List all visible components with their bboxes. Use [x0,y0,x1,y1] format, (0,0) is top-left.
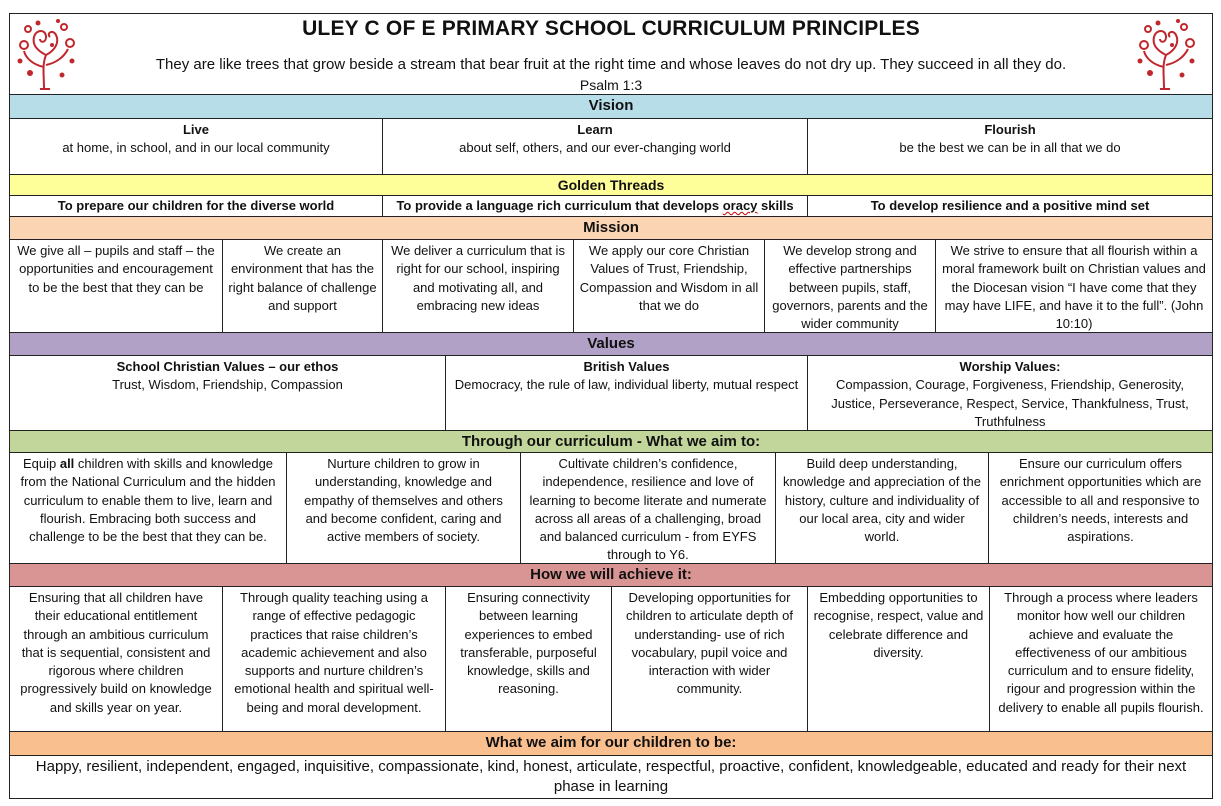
values-heading: Values [587,335,635,352]
achieve-item: Embedding opportunities to recognise, respect, value and celebrate difference and diversity. [808,587,990,731]
mission-item: We create an environment that has the right balance of challenge and support [223,240,383,332]
british-values-text: Democracy, the rule of law, individual liberty, mutual respect [454,377,799,393]
vision-row [10,119,1212,175]
vision-live-text: at home, in school, and in our local community [62,140,330,156]
values-row [10,356,1212,431]
values-band [10,333,1212,356]
achieve-item: Through a process where leaders monitor how well our children achieve and evaluate the effectiveness of our ambitious curriculum and to ensure fidelity, rigour and progression within the delivery to enable all pupils flourish. [998,590,1204,715]
curriculum-aims-row [10,453,1212,564]
vision-live-title: Live [182,122,209,137]
mission-item: We strive to ensure that all flourish within a moral framework built on Christian values and the Diocesan vision “I have come that they may have LIFE, and have it to the full”. (John 10:10) [942,243,1206,332]
mission-item: We apply our core Christian Values of Trust, Friendship, Compassion and Wisdom in all that we do [574,240,765,332]
scripture-reference: Psalm 1:3 [579,77,643,93]
curriculum-aim-1-text-a: Equip [22,456,60,471]
mission-heading: Mission [583,219,639,236]
curriculum-aim-item [10,453,287,563]
vision-learn-text: about self, others, and our ever-changing world [459,140,731,156]
achieve-item: Ensuring connectivity between learning experiences to embed transferable, purposeful knowledge, skills and reasoning. [446,587,612,731]
curriculum-aim-item: Ensure our curriculum offers enrichment opportunities which are accessible to all and responsive to children’s needs, interests and aspirations. [999,456,1202,545]
golden-thread-2-text-a: To provide a language rich curriculum that develops [396,198,723,213]
vision-heading: Vision [588,97,634,114]
achieve-row [10,587,1212,732]
aspiration-row [10,756,1212,799]
vision-learn-cell [383,119,808,174]
vision-flourish-cell [808,119,1212,174]
mission-item: We deliver a curriculum that is right for our school, inspiring and motivating all, and embracing new ideas [383,240,574,332]
vision-flourish-text: be the best we can be in all that we do [899,140,1121,156]
curriculum-aim-item: Build deep understanding, knowledge and appreciation of the history, culture and individuality of our local area, city and wider world. [776,453,989,563]
achieve-item: Ensuring that all children have their educational entitlement through an ambitious curriculum that is sequential, consistent and rigorous where children progressively build on knowledge and skills year on year. [10,587,223,731]
golden-thread-diverse-world: To prepare our children for the diverse world [10,196,383,216]
mission-item: We give all – pupils and staff – the opportunities and encouragement to be the best that they can be [10,240,223,332]
vision-learn-title: Learn [577,122,613,137]
curriculum-aims-band [10,431,1212,453]
achieve-band [10,564,1212,587]
curriculum-aim-item: Nurture children to grow in understanding, knowledge and empathy of themselves and others and become confident, caring and active members of society. [287,453,521,563]
mission-row [10,240,1212,333]
aspiration-heading: What we aim for our children to be: [485,734,737,751]
scripture-quote: They are like trees that grow beside a stream that bear fruit at the right time and whose leaves do not dry up. They succeed in all they do. [155,56,1067,73]
golden-threads-heading: Golden Threads [557,177,665,193]
curriculum-aim-item: Cultivate children’s confidence, independence, resilience and love of learning to become literate and numerate across all areas of a challenging, broad and balanced curriculum - from EYFS through to Y6. [521,453,776,563]
curriculum-aims-heading: Through our curriculum - What we aim to: [461,433,761,450]
achieve-heading: How we will achieve it: [530,566,692,583]
golden-threads-band [10,175,1212,196]
spellcheck-flagged-word: oracy [722,198,758,213]
worship-values-text: Compassion, Courage, Forgiveness, Friendship, Generosity, Justice, Perseverance, Respect, Service, Thankfulness, Trust, Truthfulness [831,377,1189,429]
curriculum-aim-1-emphasis: all [59,456,75,471]
vision-live-cell [10,119,383,174]
school-tree-logo-right [1134,15,1198,91]
document-title: ULEY C OF E PRIMARY SCHOOL CURRICULUM PRINCIPLES [302,17,920,40]
british-values-title: British Values [583,359,670,374]
aspiration-band [10,732,1212,756]
christian-values-title: School Christian Values – our ethos [116,359,339,374]
mission-item: We develop strong and effective partnerships between pupils, staff, governors, parents and the wider community [765,240,936,332]
vision-band [10,95,1212,119]
curriculum-aim-1-text-b: children with skills and knowledge from the National Curriculum and the hidden curriculum to enable them to live, learn and flourish. Embracing both success and challenge to be the best that they can be. [20,456,276,545]
mission-band [10,217,1212,240]
golden-thread-resilience: To develop resilience and a positive mind set [870,198,1150,213]
british-values-cell [446,356,808,430]
curriculum-principles-document [9,13,1213,799]
christian-values-text: Trust, Wisdom, Friendship, Compassion [112,377,343,393]
golden-thread-language-rich [383,196,808,216]
achieve-item: Developing opportunities for children to articulate depth of understanding- use of rich vocabulary, pupil voice and interaction with wider community. [612,587,808,731]
golden-thread-2-text-b: skills [757,198,794,213]
worship-values-cell [808,356,1212,430]
christian-values-cell [10,356,446,430]
worship-values-title: Worship Values: [959,359,1061,374]
aspiration-text: Happy, resilient, independent, engaged, inquisitive, compassionate, kind, honest, articulate, respectful, proactive, confident, knowledgeable, educated and ready for their next phase in learning [35,758,1187,795]
vision-flourish-title: Flourish [984,122,1036,137]
document-header [10,14,1212,95]
golden-threads-row [10,196,1212,217]
achieve-item: Through quality teaching using a range of effective pedagogic practices that raise children’s academic achievement and also supports and nurture children’s emotional health and spiritual well-being and moral development. [223,587,446,731]
